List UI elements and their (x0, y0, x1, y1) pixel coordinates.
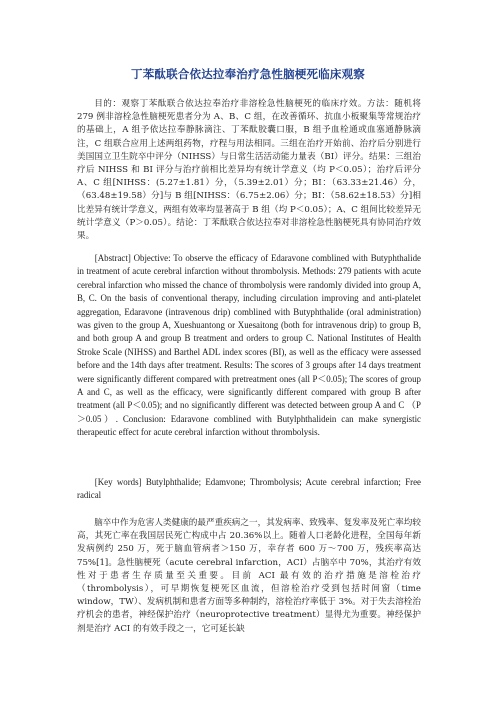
body-chinese (77, 517, 421, 636)
abstract-english-text: [Abstract] Objective: To observe the efficacy of Edaravone comblined with Butyphthalide in treatment of acute cerebral infarction without thrombolysis. Methods: 279 patients with acute cerebral infarction who missed the chance of thrombolysis were randomly divided into group A, B, C. On the basis of conventional therapy, including circulation improving and anti-platelet aggregation, Edaravone (intravenous drip) comblined with Butyphthalide (oral administration) was given to the group A, Xueshuantong or Xuesaitong (both for intravenous drip) to group B, and both group A and group B treatment and orders to group C. National Institutes of Health Stroke Scale (NIHSS) and Barthel ADL index scores (BI), as well as the efficacy were assessed before and the 14th days after treatment. Results: The scores of 3 groups after 14 days treatment were significantly different compared with pretreatment ones (all P＜0.05); The scores of group A and C, as well as the efficacy, were significantly different compared with group B after treatment (all P＜0.05); and no significantly different was detected between group A and C （P＞0.05）. Conclusion: Edaravone comblined with Butylphthalidein can make synergistic therapeutic effect for acute cerebral infarction without thrombolysis. (77, 253, 421, 438)
body-chinese-text: 脑卒中作为危害人类健康的最严重疾病之一，其发病率、致残率、复发率及死亡率均较高，其死亡率在我国居民死亡构成中占 20.36%以上。随着人口老龄化进程，全国每年新发病例约 250 万，死于脑血管病者＞150 万，幸存者 600 万～700 万，残疾率高达 75%[1]。急性脑梗死（acute cerebral infarction，ACI）占脑卒中 70%，其治疗有效性对于患者生存质量至关重要。目前 ACI 最有效的治疗措施是溶栓治疗（thrombolysis），可早期恢复梗死区血流，但溶栓治疗受到包括时间窗（time window，TW）、发病机制和患者方面等多种制约，溶栓治疗率低于 3%。对于失去溶栓治疗机会的患者，神经保护治疗（neuroprotective treatment）显得尤为重要。神经保护剂是治疗 ACI 的有效手段之一，它可延长缺 (77, 518, 421, 634)
abstract-english (77, 252, 421, 440)
abstract-chinese (77, 98, 421, 243)
abstract-chinese-text: 目的：观察丁苯酞联合依达拉奉治疗非溶栓急性脑梗死的临床疗效。方法：随机将 279 例非溶栓急性脑梗死患者分为 A、B、C 组，在改善循环、抗血小板聚集等常规治疗的基础上，A 组予依达拉奉静脉滴注、丁苯酞胶囊口服，B 组予血栓通或血塞通静脉滴注，C 组联合应用上述两组药物，疗程与用法相同。三组在治疗开始前、治疗后分别进行美国国立卫生院卒中评分（NIHSS）与日常生活活动能力量表（BI）评分。结果：三组治疗后 NIHSS 和 BI 评分与治疗前相比差异均有统计学意义（均 P＜0.05）；治疗后评分 A、C 组[NIHSS：(5.27±1.81）分，（5.39±2.01）分；BI：（63.33±21.46）分，（63.48±19.58）分]与 B 组[NIHSS：（6.75±2.06）分；BI：（58.62±18.53）分]相比差异有统计学意义，两组有效率均显著高于 B 组（均 P＜0.05）；A、C 组间比较差异无统计学意义（P＞0.05）。结论：丁苯酞联合依达拉奉对非溶栓急性脑梗死具有协同治疗效果。 (77, 99, 421, 242)
keywords-english (77, 476, 421, 503)
paper-title: 丁苯酞联合依达拉奉治疗急性脑梗死临床观察 (131, 67, 365, 81)
keywords-english-text: [Key words] Butylphthalide; Edamvone; Thrombolysis; Acute cerebral infarction; Free radical (77, 477, 421, 501)
